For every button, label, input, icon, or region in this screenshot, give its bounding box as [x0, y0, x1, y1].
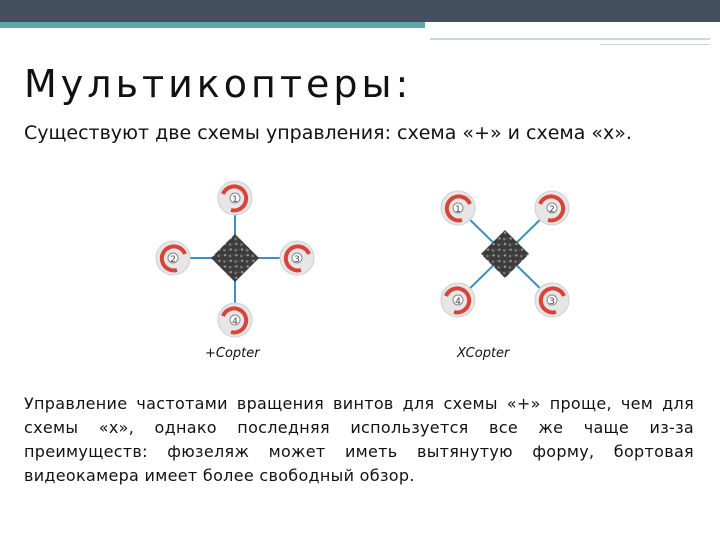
body-paragraph: Управление частотами вращения винтов для схемы «+» проще, чем для схемы «x», однако последняя используется все же чаще из-за преимуществ: фюзеляж может иметь вытянутую форму, бортовая видеокамера имеет более свободный обзор.: [24, 394, 694, 485]
rotor-icon: [441, 191, 475, 225]
rotor-number: 3: [549, 297, 555, 307]
decorative-line-short: [600, 44, 710, 45]
rotor-icon: [441, 283, 475, 317]
slide-title: Мультикоптеры:: [24, 62, 413, 106]
rotor-icon: [156, 241, 190, 275]
rotor-icon: [218, 303, 252, 337]
rotor-icon: [535, 283, 569, 317]
decorative-line: [430, 38, 710, 40]
rotor-number: 1: [232, 195, 238, 205]
rotor-icon: [535, 191, 569, 225]
header-bar: [0, 0, 720, 22]
plus-copter-diagram: [156, 181, 314, 337]
rotor-icon: [218, 181, 252, 215]
rotor-number: 4: [232, 317, 238, 327]
rotor-number: 2: [170, 255, 176, 265]
rotor-number: 3: [294, 255, 300, 265]
rotor-icon: [280, 241, 314, 275]
rotor-number: 4: [455, 297, 461, 307]
rotor-number: 1: [455, 205, 461, 215]
copter-schemes-figure: [140, 170, 580, 370]
rotor-number: 2: [549, 205, 555, 215]
header-accent: [0, 22, 720, 34]
x-copter-caption: XCopter: [457, 346, 510, 361]
intro-paragraph: Существуют две схемы управления: схема «+» и схема «x».: [24, 122, 632, 144]
x-copter-diagram: [441, 191, 569, 317]
plus-copter-caption: +Copter: [205, 346, 260, 361]
plus-body: [211, 234, 259, 282]
